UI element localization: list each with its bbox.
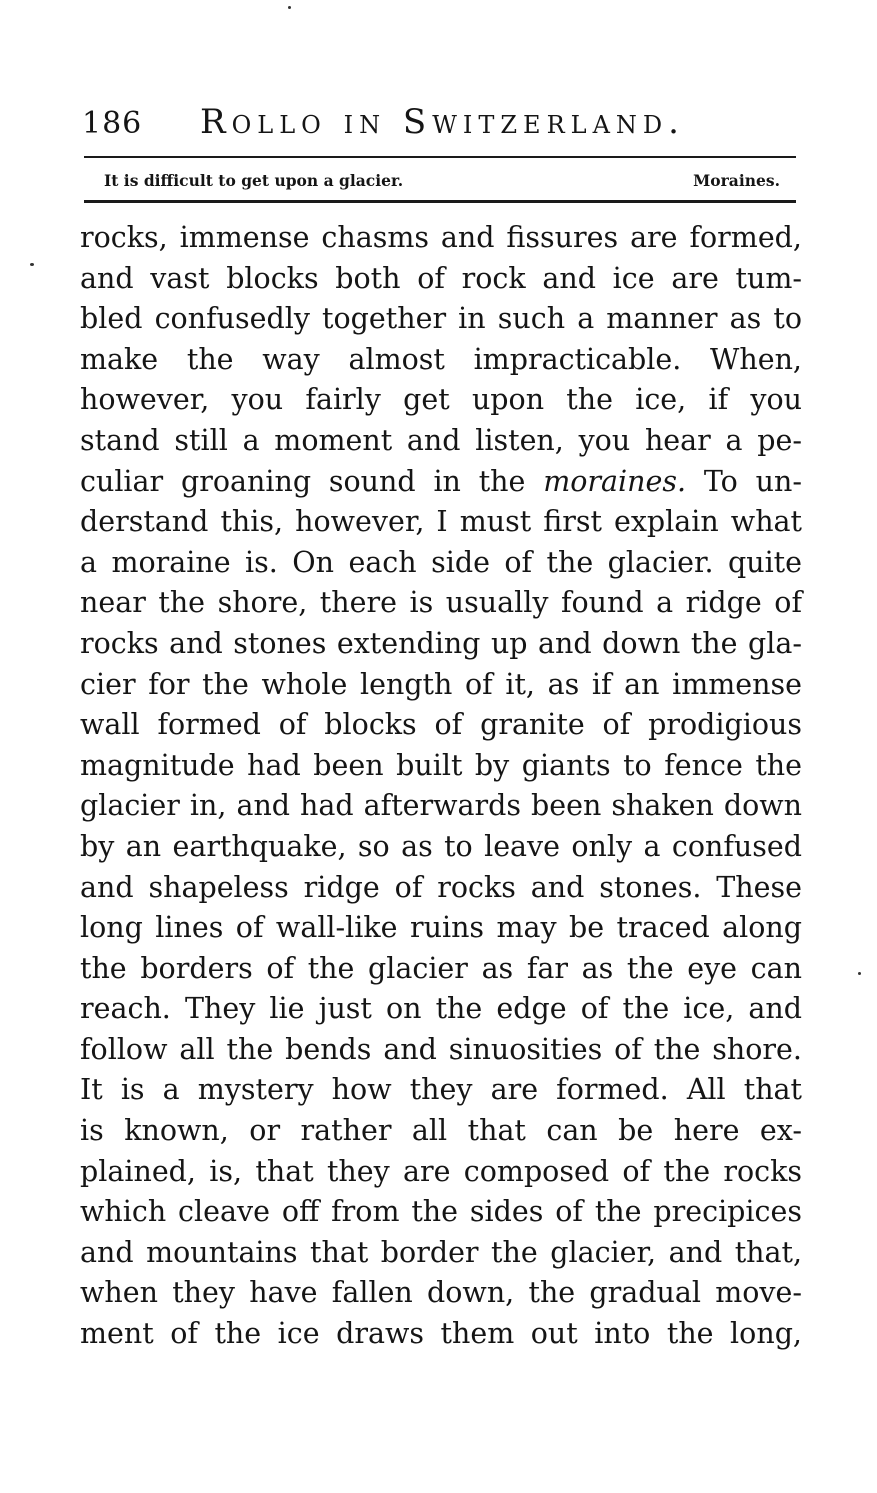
scan-speck — [288, 6, 291, 9]
text-line — [80, 462, 802, 503]
text-line: It is a mystery how they are formed. All that — [80, 1073, 802, 1107]
text-line: cier for the whole length of it, as if an immense — [80, 667, 802, 701]
text-line: long lines of wall-like ruins may be traced along — [80, 911, 802, 945]
text-line: derstand this, however, I must first explain what — [80, 505, 802, 539]
text-line: rocks, immense chasms and fissures are formed, — [80, 221, 802, 254]
text-line: wall formed of blocks of granite of prodigious — [80, 708, 802, 742]
header-rule-top — [84, 156, 796, 158]
text-line: and mountains that border the glacier, and that, — [80, 1235, 802, 1269]
running-head — [82, 100, 802, 146]
text-line: by an earthquake, so as to leave only a confused — [80, 829, 802, 863]
body-text — [80, 218, 802, 1355]
header-rule-bottom — [84, 200, 796, 203]
text-line: when they have fallen down, the gradual move- — [80, 1276, 802, 1310]
italic-term: moraines. — [543, 464, 687, 498]
text-line: reach. They lie just on the edge of the ice, and — [80, 992, 802, 1026]
text-line: rocks and stones extending up and down the gla- — [80, 626, 802, 660]
page-subheads — [104, 171, 780, 195]
text-line: near the shore, there is usually found a ridge of — [80, 586, 802, 620]
text-line: glacier in, and had afterwards been shaken down — [80, 789, 802, 823]
text-line: plained, is, that they are composed of the rocks — [80, 1154, 802, 1188]
scan-speck — [858, 972, 861, 975]
subhead-left: It is difficult to get upon a glacier. — [104, 171, 404, 190]
text-line: a moraine is. On each side of the glacier. quite — [80, 545, 802, 579]
book-title: Rollo in Switzerland. — [200, 102, 685, 142]
text-line: magnitude had been built by giants to fence the — [80, 748, 802, 782]
text-line: is known, or rather all that can be here ex- — [80, 1114, 802, 1148]
text-line: however, you fairly get upon the ice, if you — [80, 383, 802, 417]
text-line: the borders of the glacier as far as the eye can — [80, 951, 802, 985]
text-line: make the way almost impracticable. When, — [80, 342, 802, 376]
text-fragment: To un- — [703, 464, 803, 498]
text-line: and shapeless ridge of rocks and stones. These — [80, 870, 802, 904]
text-fragment: culiar groaning sound in the — [80, 464, 526, 498]
text-line: ment of the ice draws them out into the long, — [80, 1317, 802, 1351]
scan-speck — [30, 263, 34, 266]
text-line: follow all the bends and sinuosities of the shore. — [80, 1032, 802, 1066]
text-line: which cleave off from the sides of the precipices — [80, 1195, 802, 1229]
text-line: and vast blocks both of rock and ice are tum- — [80, 261, 802, 295]
page-number: 186 — [82, 106, 143, 141]
text-line: stand still a moment and listen, you hear a pe- — [80, 423, 802, 457]
subhead-right: Moraines. — [693, 171, 780, 190]
text-line: bled confusedly together in such a manner as to — [80, 302, 802, 336]
